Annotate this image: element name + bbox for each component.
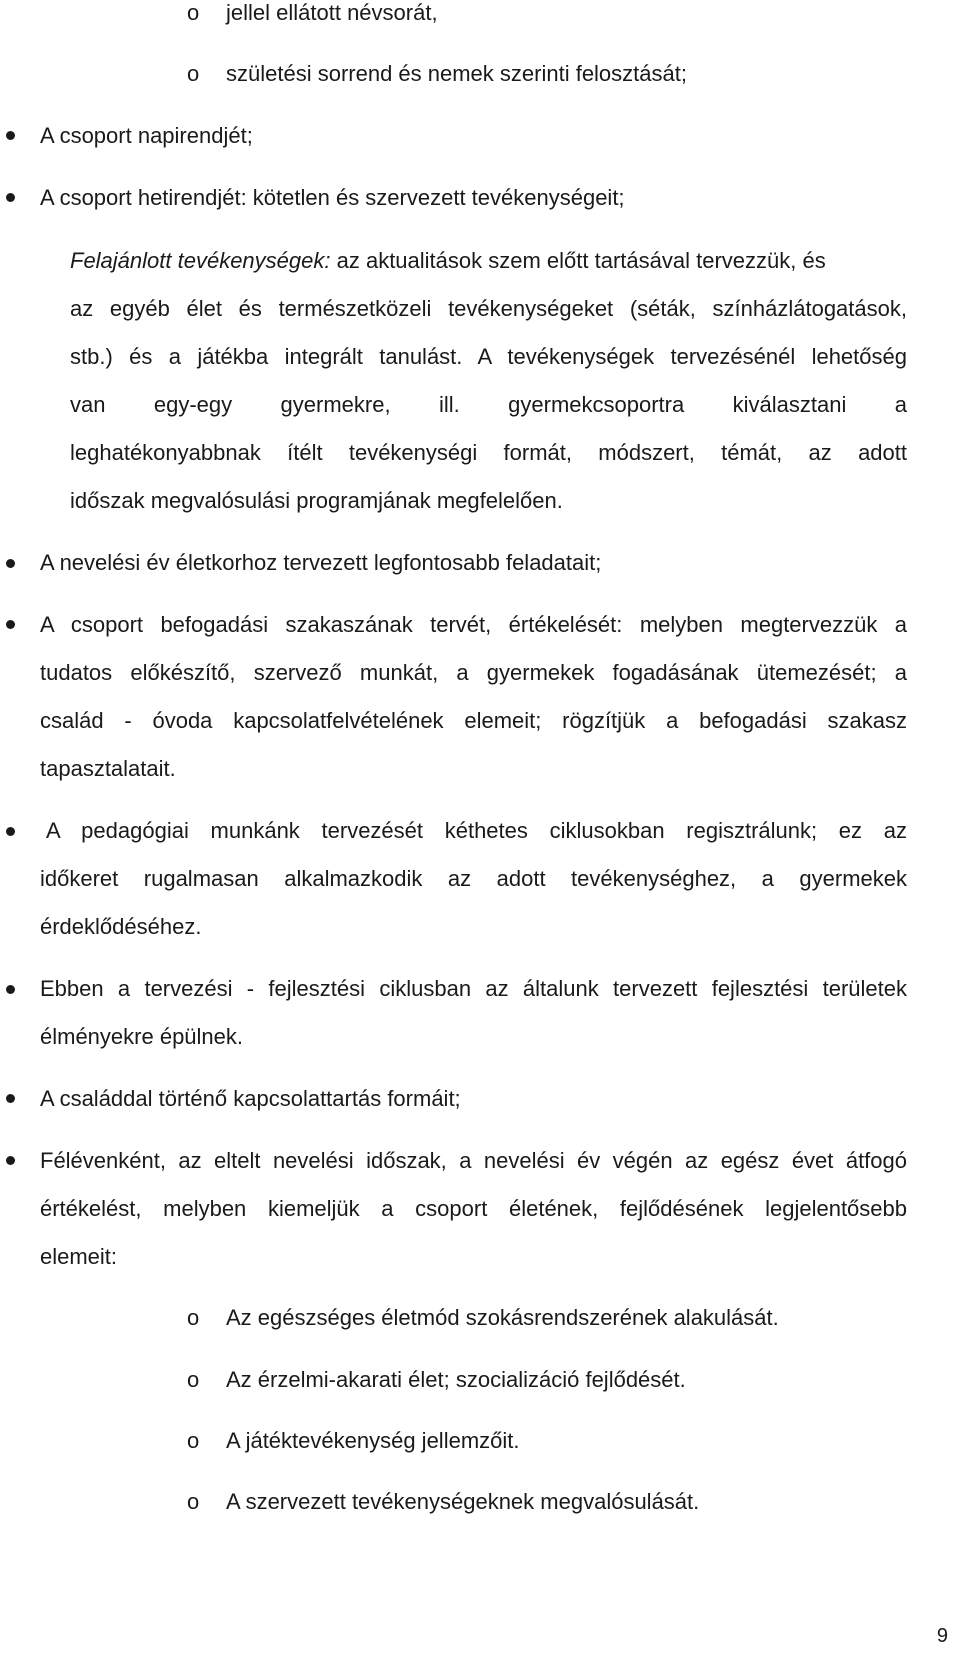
bullet-dot — [6, 620, 15, 629]
sublist-marker: o — [187, 1428, 200, 1453]
list-item-felev-line1: Félévenként, az eltelt nevelési időszak, a nevelési év végén az egész évet átfogó — [40, 1148, 907, 1173]
bullet-dot — [6, 193, 15, 202]
sublist-item: A szervezett tevékenységeknek megvalósulását. — [226, 1489, 700, 1514]
list-item-felev-line2: értékelést, melyben kiemeljük a csoport életének, fejlődésének legjelentősebb — [40, 1196, 907, 1221]
list-item-befogadas-line1: A csoport befogadási szakaszának tervét, értékelését: melyben megtervezzük a — [40, 612, 907, 637]
sublist-marker: o — [187, 0, 200, 25]
bullet-dot — [6, 131, 15, 140]
list-item-pedagogiai-line1: A pedagógiai munkánk tervezését kéthetes ciklusokban regisztrálunk; ez az — [46, 818, 907, 843]
list-item-ciklus-line1: Ebben a tervezési - fejlesztési ciklusban az általunk tervezett fejlesztési területek — [40, 976, 907, 1001]
list-item-napirend: A csoport napirendjét; — [40, 123, 253, 148]
paragraph-offered-line4: van egy-egy gyermekre, ill. gyermekcsoportra kiválasztani a — [70, 392, 907, 417]
paragraph-offered-line6: időszak megvalósulási programjának megfelelően. — [70, 488, 563, 513]
paragraph-offered-line5: leghatékonyabbnak ítélt tevékenységi formát, módszert, témát, az adott — [70, 440, 907, 465]
list-item-pedagogiai-line2: időkeret rugalmasan alkalmazkodik az adott tevékenységhez, a gyermekek — [40, 866, 907, 891]
offered-text: az aktualitások szem előtt tartásával tervezzük, és — [330, 248, 826, 273]
list-item-nevelesi-ev: A nevelési év életkorhoz tervezett legfontosabb feladatait; — [40, 550, 602, 575]
sublist-item: születési sorrend és nemek szerinti felosztását; — [226, 61, 687, 86]
list-item-befogadas-line4: tapasztalatait. — [40, 756, 176, 781]
offered-label: Felajánlott tevékenységek: — [70, 248, 331, 273]
sublist-marker: o — [187, 61, 200, 86]
paragraph-offered-line3: stb.) és a játékba integrált tanulást. A tevékenységek tervezésénél lehetőség — [70, 344, 907, 369]
sublist-marker: o — [187, 1305, 200, 1330]
bullet-dot — [6, 1156, 15, 1165]
sublist-marker: o — [187, 1367, 200, 1392]
bullet-dot — [6, 559, 15, 568]
sublist-marker: o — [187, 1489, 200, 1514]
paragraph-offered-line2: az egyéb élet és természetközeli tevékenységeket (séták, színházlátogatások, — [70, 296, 907, 321]
list-item-csalad: A családdal történő kapcsolattartás formáit; — [40, 1086, 461, 1111]
sublist-item: A játéktevékenység jellemzőit. — [226, 1428, 520, 1453]
list-item-felev-line3: elemeit: — [40, 1244, 118, 1269]
list-item-pedagogiai-line3: érdeklődéséhez. — [40, 914, 202, 939]
list-item-befogadas-line2: tudatos előkészítő, szervező munkát, a gyermekek fogadásának ütemezését; a — [40, 660, 907, 685]
bullet-dot — [6, 985, 15, 994]
list-item-befogadas-line3: család - óvoda kapcsolatfelvételének elemeit; rögzítjük a befogadási szakasz — [40, 708, 907, 733]
sublist-item: jellel ellátott névsorát, — [226, 0, 438, 25]
list-item-hetirend: A csoport hetirendjét: kötetlen és szervezett tevékenységeit; — [40, 185, 625, 210]
list-item-ciklus-line2: élményekre épülnek. — [40, 1024, 244, 1049]
page-number: 9 — [936, 1625, 948, 1647]
sublist-item: Az érzelmi-akarati élet; szocializáció fejlődését. — [226, 1367, 686, 1392]
sublist-item: Az egészséges életmód szokásrendszerének alakulását. — [226, 1305, 779, 1330]
bullet-dot — [6, 827, 15, 836]
bullet-dot — [6, 1094, 15, 1103]
paragraph-offered-line1 — [70, 250, 826, 272]
